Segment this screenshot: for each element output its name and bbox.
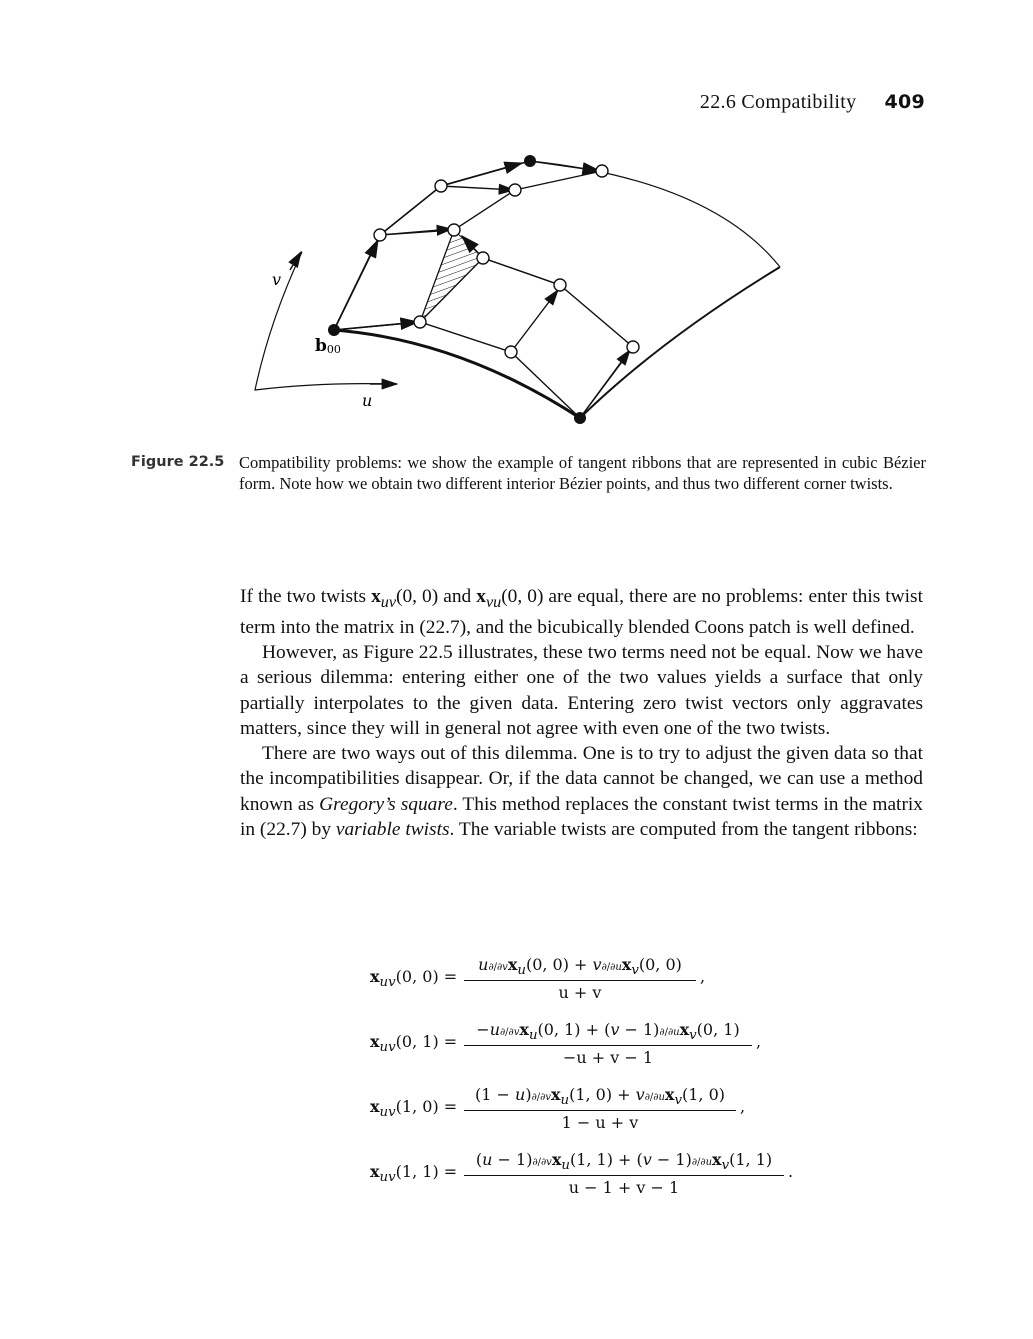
surface-top-edge xyxy=(530,161,780,267)
figure-caption xyxy=(131,452,926,494)
section-title: 22.6 Compatibility xyxy=(699,91,857,113)
label-b00: b xyxy=(315,336,327,356)
surface-right-edge xyxy=(580,267,780,418)
running-head xyxy=(700,91,925,114)
paragraph-1: If the two twists $x_{uv}(0$, 0) and $x_{vu}(0$, 0) are equal, there are no problems: enter this twist term into the matrix in (22.7), and the bicubically blended Coons patch is well defined. xyxy=(240,586,923,639)
paragraph-2: However, as Figure 22.5 illustrates, these two terms need not be equal. Now we have a serious dilemma: entering either one of the two values yields a surface that only partially interpolates to the given data. Entering zero twist vectors only aggravates matters, since they will in general not agree with even one of the two twists. xyxy=(240,642,923,739)
page-number: 409 xyxy=(884,91,925,113)
label-v: v xyxy=(272,270,282,289)
body-text xyxy=(240,584,923,842)
label-u: u xyxy=(362,391,373,410)
paragraph-3: There are two ways out of this dilemma. One is to try to adjust the given data so that the incompatibilities disappear. Or, if the data cannot be changed, we can use a method known as Gregory’s square. This method replaces the constant twist terms in the matrix in (22.7) by variable twists. The variable twists are computed from the tangent ribbons: xyxy=(240,743,923,840)
caption-label: Figure 22.5 xyxy=(131,454,225,470)
caption-text: Compatibility problems: we show the example of tangent ribbons that are represented in cubic Bézier form. Note how we obtain two different interior Bézier points, and thus two different corner twists. xyxy=(239,453,926,493)
label-b00-sub: 00 xyxy=(326,343,341,356)
svg-text:b00 xyxy=(315,336,341,356)
figure-22-5 xyxy=(240,140,800,430)
twist-hatch xyxy=(420,230,483,322)
